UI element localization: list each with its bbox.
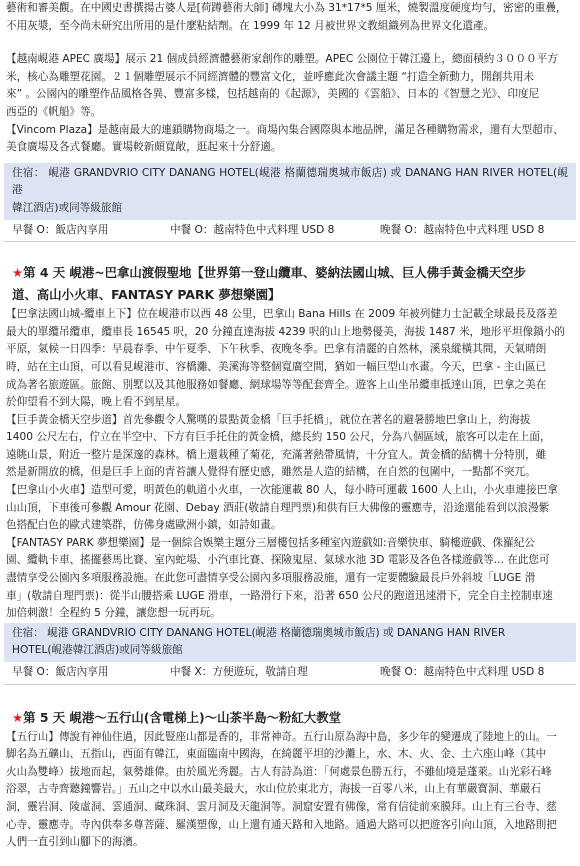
bridge-section: [6, 412, 574, 482]
day5-title-text: 第 5 天 峴港～五行山(含電梯上)～山茶半島～粉紅大教堂: [23, 709, 341, 725]
hotel-line: 韓江酒店)或同等級旅館: [12, 201, 123, 214]
breakfast-cell: 早餐 O：飯店內享用: [12, 666, 109, 678]
text-line: 時，站在主山頂，可以看見峴港市、容橋灘、美溪海等整個寬廣空間，猶如一幅巨型山水畫。今天，巴拿 - 主山區已: [6, 360, 547, 373]
day5-title: [12, 707, 574, 729]
day4-title-line1: 第 4 天 峴港~巴拿山渡假聖地【世界第一登山纜車、婆納法國山城、巨人佛手黃金橋天空步: [23, 265, 526, 281]
fantasy-park-section: [6, 535, 574, 623]
train-section: [6, 482, 574, 535]
lunch-cell: 中餐 O：越南特色中式料理 USD 8: [170, 223, 335, 236]
text-line: 平原，氣候一日四季：早晨春季、中午夏季、下午秋季、夜晚冬季。巴拿有清麗的自然林，溪泉縱橫其間，天氣晴朗: [6, 343, 547, 356]
star-icon: ★: [12, 709, 24, 725]
lunch-cell: 中餐 X：方便遊玩，敬請自理: [170, 666, 308, 678]
text-line: 【巴拿山小火車】造型可愛，明黃色的軌道小火車，一次能運載 80 人，每小時可運載 1600 人上山，小火車連接巴拿: [6, 484, 558, 497]
text-line: 山山頂，下車後可參觀 Amour 花園、Debay 酒莊(敬請自理門票)和供有巨大佛像的靈應寺，沿途還能看到以浪漫紫: [6, 501, 550, 514]
text-line: 色搭配白色的歐式建築群，仿佛身處歐洲小鎮，如詩如畫。: [6, 519, 282, 532]
text-line: 【FANTASY PARK 夢想樂園】是一個綜合娛樂主題分三層樓包括多種室內遊戲如:音樂快車、騎樓遊戲、侏羅紀公: [6, 536, 535, 549]
text-line: 最大的單纜吊纜車，纜車長 16545 呎，20 分鐘直達海拔 4239 呎的山上地勢優美，海拔 1487 米，地形平坦像鍋小的: [6, 325, 566, 338]
text-line: 火山為雙峰）拔地而起，氣勢雄偉。由於風光秀麗。古人有詩為道：「何處景色勝五行，不雖仙境是蓬萊。山光彩石峰: [6, 765, 552, 778]
text-line: 米，核心為雕塑花園。２１個雕塑展示不同經濟體的豐富文化，並呼應此次會議主題 “打造全新動力，開創共用未: [6, 70, 534, 83]
five-elements-section: [6, 729, 574, 852]
text-line: 【巨手黃金橋天空步道】首先參觀令人驚嘆的景點黃金橋「巨手托橋」，就位在著名的避暑勝地巴拿山上，約海拔: [6, 413, 531, 426]
breakfast-cell: 早餐 O：飯店內享用: [12, 223, 109, 236]
text-line: 來” 。公園內的雕塑作品風格各異、豐富多樣，包括越南的《起源》，美國的《雲船》、日本的《智慧之光》、印度尼: [6, 88, 540, 101]
text-line: 人們一直引到山腳下的海濱。: [6, 836, 144, 849]
day3-meals-row: [4, 220, 576, 243]
hotel-line: 住宿： 峴港 GRANDVRIO CITY DANANG HOTEL(峴港 格蘭德瑞奧城市飯店) 或 DANANG HAN RIVER HOTEL(峴港: [12, 166, 568, 197]
text-line: 遠眺山景，附近一整片是深邃的森林。橋上還栽種了菊花，充滿著熱帶風情，十分宜人。黃金橋的結構十分特別，雖: [6, 448, 547, 461]
bana-section: [6, 306, 574, 412]
text-line: 藝術和審美觀。在中國史書撰揚古婆人是[荷蹲藝術大師] 磚塊大小為 31*17*5 厘米，燒製溫度硬度均勻，密密的重疊，: [6, 2, 567, 14]
apec-section: [6, 51, 574, 121]
text-line: 車」(敬請自理門票)：從半山腰搭乘 LUGE 滑車，一路滑行下來，沿著 650 公尺的跑道迅速滑下，完全自主控制車速: [6, 589, 553, 602]
text-line: 脚名為五礦山、五指山，西面有韓江，東面臨南中國海，在綺麗平坦的沙灘上，水、木、火、金、土六座山峰（其中: [6, 748, 547, 761]
intro-section: [6, 0, 574, 35]
text-line: 成為著名旅遊區。旅館、別墅以及其他服務如餐廳、網球場等等配套齊全。遊客上山坐吊纜車抵達山頂，巴拿之美在: [6, 378, 547, 391]
hotel-line: HOTEL(峴港韓江酒店)或同等級旅館: [12, 644, 183, 657]
text-line: 美食廣場及各式餐廳。實場較新頗寬敞，逛起來十分舒適。: [6, 141, 282, 154]
text-line: 1400 公尺左右，佇立在半空中、下方有巨手托住的黃金橋，總長約 150 公尺，分為八個區域，旅客可以走在上面，: [6, 431, 551, 444]
star-icon: ★: [12, 265, 24, 281]
text-line: 浴翠，古寺齊聽鐘響岩。」五山之中以水山最美最大，水山位於東北方，海拔一百零八米，山上有華嚴寶洞、華嚴石: [6, 783, 541, 796]
text-line: 於仰望看不到大陽，晚上看不到星星。: [6, 396, 187, 409]
dinner-cell: 晚餐 O：越南特色中式料理 USD 8: [380, 223, 545, 236]
text-line: 【Vincom Plaza】是越南最大的連鎖購物商場之一。商場內集合國際與本地品牌，滿足各種購物需求，還有大型超市、: [6, 123, 564, 136]
day4-title: [12, 262, 574, 306]
text-line: 不用灰漿，至今尚未研究出所用的是什麼粘結劑。在 1999 年 12 月被世界文教組織列為世界文化遺產。: [6, 19, 495, 32]
text-line: 園、纜軌卡車、搖擺藝馬比賽、室內蛇場、小汽車比賽、探險鬼屋、氣球水池 3D 電影及各色各樣遊戲等... 在此您可: [6, 554, 550, 567]
text-line: 加倍刺激！全程約 5 分鐘，讓您想一玩再玩。: [6, 607, 221, 620]
vincom-section: [6, 122, 574, 157]
text-line: 【越南峴港 APEC 廣場】展示 21 個成員經濟體藝術家創作的雕塑。APEC 公園位于韓江邊上，總面積約３０００平方: [6, 53, 558, 66]
day4-meals-row: [4, 662, 576, 685]
text-line: 【五行山】傳說有神仙住過，因此豎座山都是香的，非常神奇。五行山原為海中島，多少年的變遷成了陸地上的山。一: [6, 730, 557, 743]
text-line: 盡情享受公園內多項服務設施。在此您可盡情享受公園內多項服務設施，還有一定要體驗最長戶外斜坡「LUGE 滑: [6, 572, 536, 585]
dinner-cell: 晚餐 O：越南特色中式料理 USD 8: [380, 666, 545, 678]
text-line: 然是新開放的橋，但是巨手上面的青苔讓人覺得有歷史感，雖然是人造的結構，在自然的包圍中，一點都不突兀。: [6, 466, 536, 479]
text-line: 心寺、靈應寺。寺內供奉多尊菩薩、羅漢塑像，山上還有通天路和入地路。通過大路可以把遊客引向山頂，入地路則把: [6, 818, 557, 831]
text-line: 洞，靈岩洞、陵虛洞、雲通洞、藏珠洞、雲月洞及天龍洞等。洞窟安置有佛像，常有信徒前來膜拜。山上有三台寺、慈: [6, 800, 557, 813]
text-line: 西亞的《帆船》等。: [6, 105, 102, 118]
day3-hotel-box: [4, 163, 576, 220]
day4-title-line2: 道、高山小火車、FANTASY PARK 夢想樂園】: [12, 287, 281, 303]
day4-hotel-box: [4, 623, 576, 662]
hotel-line: 住宿： 峴港 GRANDVRIO CITY DANANG HOTEL(峴港 格蘭德瑞奧城市飯店) 或 DANANG HAN RIVER: [12, 626, 506, 639]
text-line: 【巴拿法國山城-纜車上下】位在峴港市以西 48 公里，巴拿山 Bana Hills 在 2009 年被列健力士記載全球最長及落差: [6, 308, 558, 321]
